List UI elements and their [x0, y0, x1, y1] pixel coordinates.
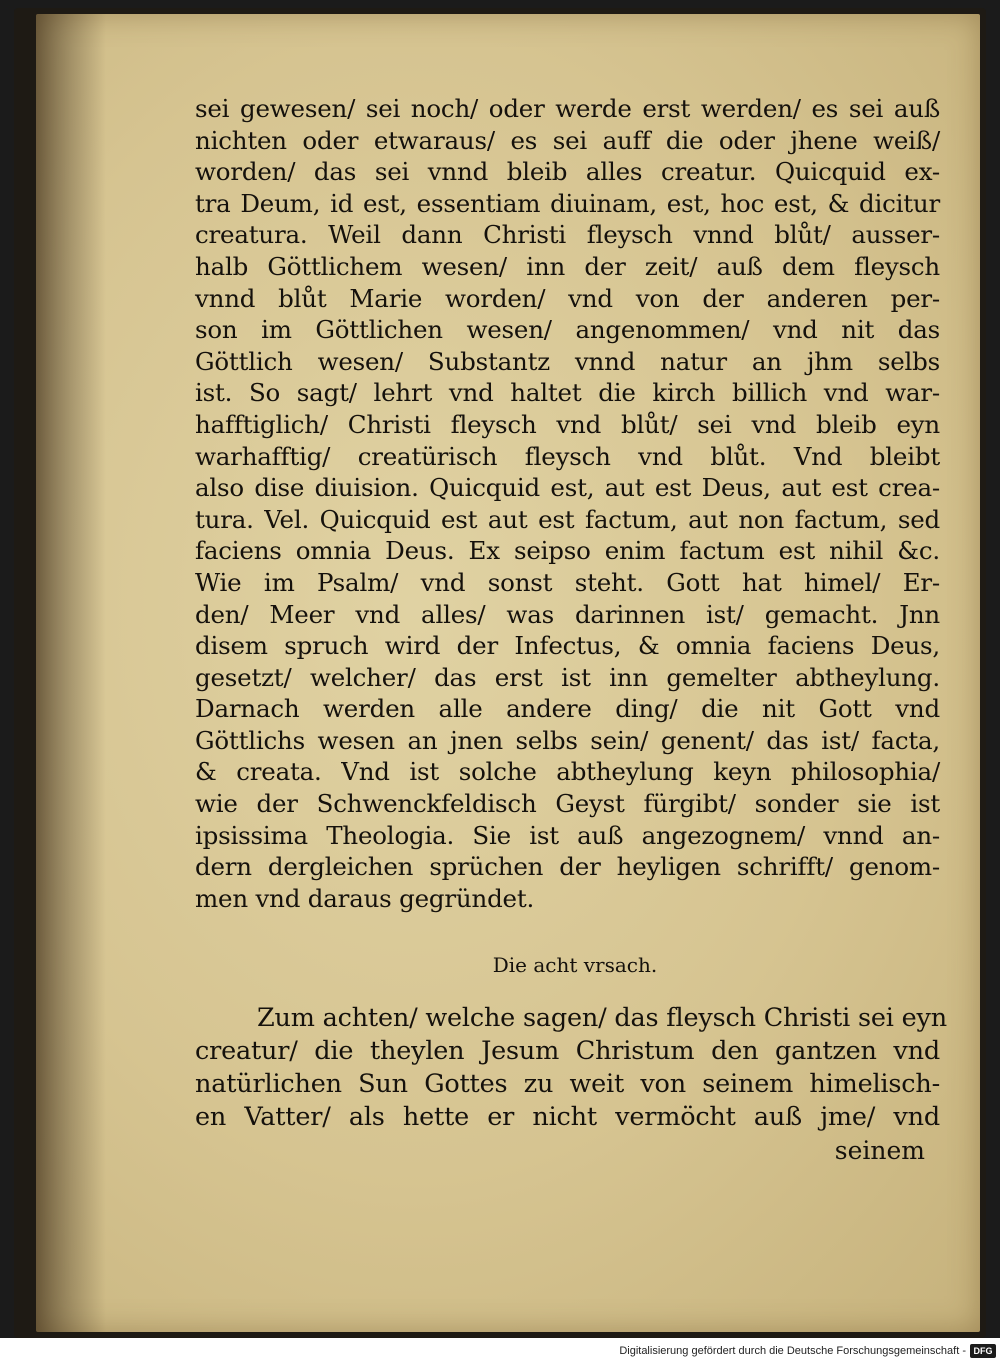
text-line: Darnach werden alle andere ding/ die nit Gott vnd: [195, 694, 940, 724]
text-line: warhafftig/ creatürisch fleysch vnd blůt. Vnd bleibt: [195, 441, 940, 471]
text-line: dern dergleichen sprüchen der heyligen schrifft/ genom-: [195, 852, 940, 882]
text-line: creatura. Weil dann Christi fleysch vnnd blůt/ ausser-: [195, 220, 940, 250]
text-line: wie der Schwenckfeldisch Geyst fürgibt/ sonder sie ist: [195, 789, 940, 819]
footer-credit: Digitalisierung gefördert durch die Deutsche Forschungsgemeinschaft -: [619, 1345, 966, 1357]
page-gutter-shadow: [36, 14, 106, 1332]
text-line: nichten oder etwaraus/ es sei auff die oder jhene weiß/: [195, 125, 940, 155]
text-line: disem spruch wird der Infectus, & omnia faciens Deus,: [195, 631, 940, 661]
text-line: men vnd daraus gegründet.: [195, 883, 535, 913]
text-line: worden/ das sei vnnd bleib alles creatur. Quicquid ex-: [195, 157, 940, 187]
text-line: gesetzt/ welcher/ das erst ist inn gemelter abtheylung.: [195, 662, 940, 692]
text-line: tra Deum, id est, essentiam diuinam, est, hoc est, & dicitur: [195, 188, 940, 218]
text-line: Zum achten/ welche sagen/ das fleysch Christi sei eyn: [257, 1003, 947, 1033]
paragraph-1: [195, 93, 940, 914]
text-line: den/ Meer vnd alles/ was darinnen ist/ gemacht. Jnn: [195, 599, 940, 629]
text-line: ist. So sagt/ lehrt vnd haltet die kirch billich vnd war-: [195, 378, 940, 408]
text-line: natürlichen Sun Gottes zu weit von seinem himelisch-: [195, 1069, 940, 1099]
dfg-logo: DFG: [970, 1344, 996, 1358]
text-line: son im Göttlichen wesen/ angenommen/ vnd nit das: [195, 315, 940, 345]
text-line: hafftiglich/ Christi fleysch vnd blůt/ sei vnd bleib eyn: [195, 409, 940, 439]
section-heading: Die acht vrsach.: [492, 953, 658, 977]
text-line: & creata. Vnd ist solche abtheylung keyn philosophia/: [195, 757, 940, 787]
text-line: Göttlichs wesen an jnen selbs sein/ genent/ das ist/ facta,: [195, 725, 940, 755]
text-line: vnnd blůt Marie worden/ vnd von der anderen per-: [195, 283, 940, 313]
text-line: tura. Vel. Quicquid est aut est factum, aut non factum, sed: [195, 504, 940, 534]
text-line: Wie im Psalm/ vnd sonst steht. Gott hat himel/ Er-: [195, 567, 940, 597]
text-line: faciens omnia Deus. Ex seipso enim factum est nihil &c.: [195, 536, 940, 566]
footer-bar: [0, 1338, 1000, 1362]
text-line: creatur/ die theylen Jesum Christum den gantzen vnd: [195, 1036, 940, 1066]
text-line: sei gewesen/ sei noch/ oder werde erst werden/ es sei auß: [195, 94, 940, 123]
text-line: Göttlich wesen/ Substantz vnnd natur an jhm selbs: [195, 346, 940, 376]
text-line: ipsissima Theologia. Sie ist auß angezognem/ vnnd an-: [195, 820, 940, 850]
catchword: seinem: [834, 1136, 925, 1165]
text-line: en Vatter/ als hette er nicht vermöcht auß jme/ vnd: [195, 1102, 940, 1132]
paragraph-2: [195, 1002, 947, 1134]
text-line: halb Göttlichem wesen/ inn der zeit/ auß dem fleysch: [195, 251, 940, 281]
text-line: also dise diuision. Quicquid est, aut est Deus, aut est crea-: [195, 473, 940, 503]
